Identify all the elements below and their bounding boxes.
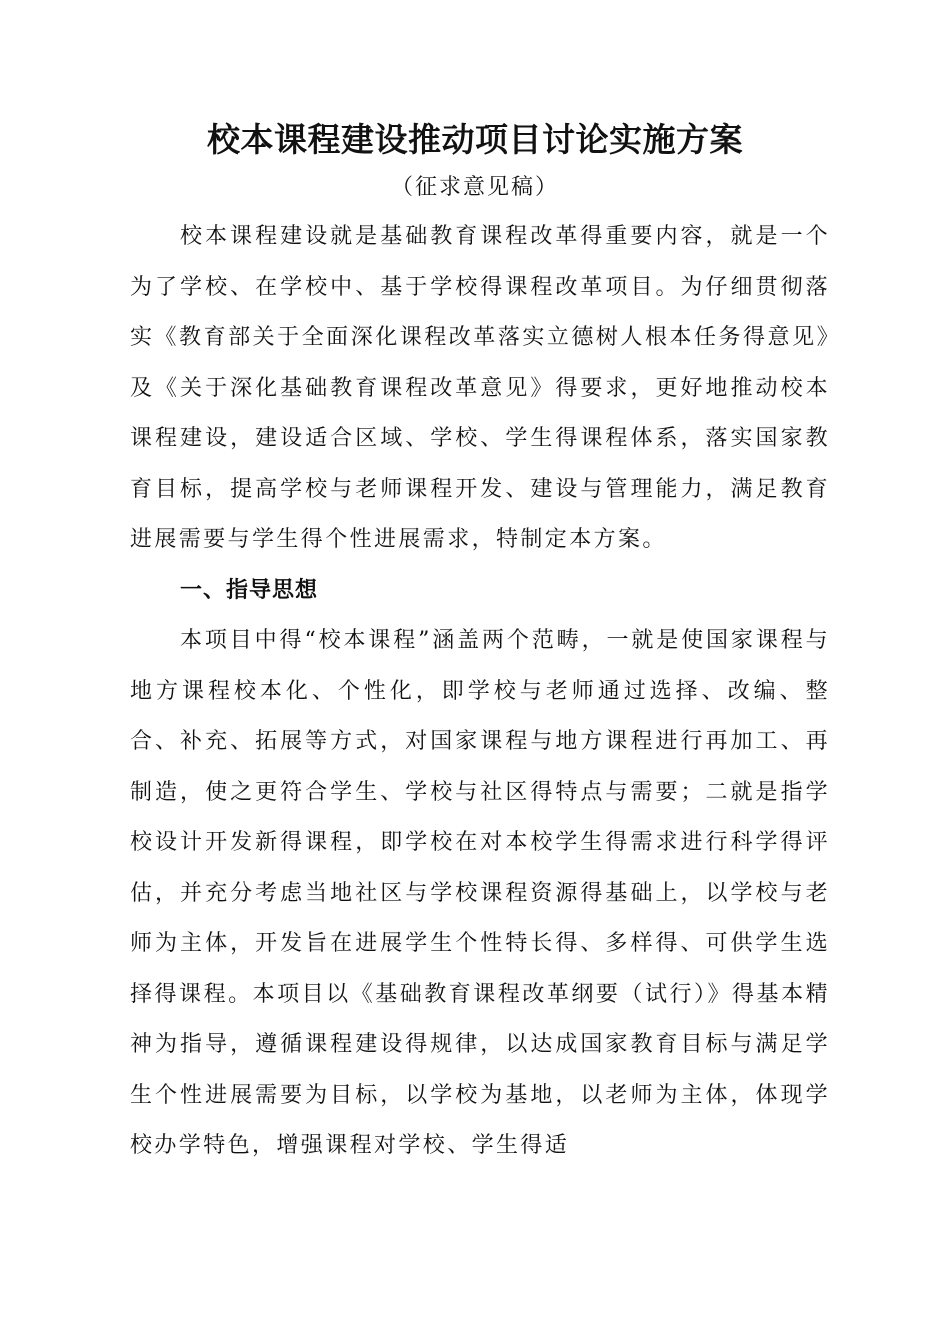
document-subtitle: （征求意见稿）: [390, 175, 559, 200]
guiding-ideology-paragraph: 本项目中得“校本课程”涵盖两个范畴，一就是使国家课程与地方课程校本化、个性化，即学校与老师通过选择、改编、整合、补充、拓展等方式，对国家课程与地方课程进行再加工、再制造，使之更符合学生、学校与社区得特点与需要；二就是指学校设计开发新得课程，即学校在对本校学生得需求进行科学得评估，并充分考虑当地社区与学校课程资源得基础上，以学校与老师为主体，开发旨在进展学生个性特长得、多样得、可供学生选择得课程。本项目以《基础教育课程改革纲要（试行）》得基本精神为指导，遵循课程建设得规律，以达成国家教育目标与满足学生个性进展需要为目标，以学校为基地，以老师为主体，体现学校办学特色，增强课程对学校、学生得适: [130, 628, 830, 1158]
intro-paragraph: 校本课程建设就是基础教育课程改革得重要内容，就是一个为了学校、在学校中、基于学校得课程改革项目。为仔细贯彻落实《教育部关于全面深化课程改革落实立德树人根本任务得意见》及《关于深化基础教育课程改革意见》得要求，更好地推动校本课程建设，建设适合区域、学校、学生得课程体系，落实国家教育目标，提高学校与老师课程开发、建设与管理能力，满足教育进展需要与学生得个性进展需求，特制定本方案。: [130, 224, 830, 552]
document-body: [130, 212, 830, 1172]
document-title: 校本课程建设推动项目讨论实施方案: [207, 120, 743, 159]
section-heading-guiding-ideology: 一、指导思想: [180, 577, 319, 603]
